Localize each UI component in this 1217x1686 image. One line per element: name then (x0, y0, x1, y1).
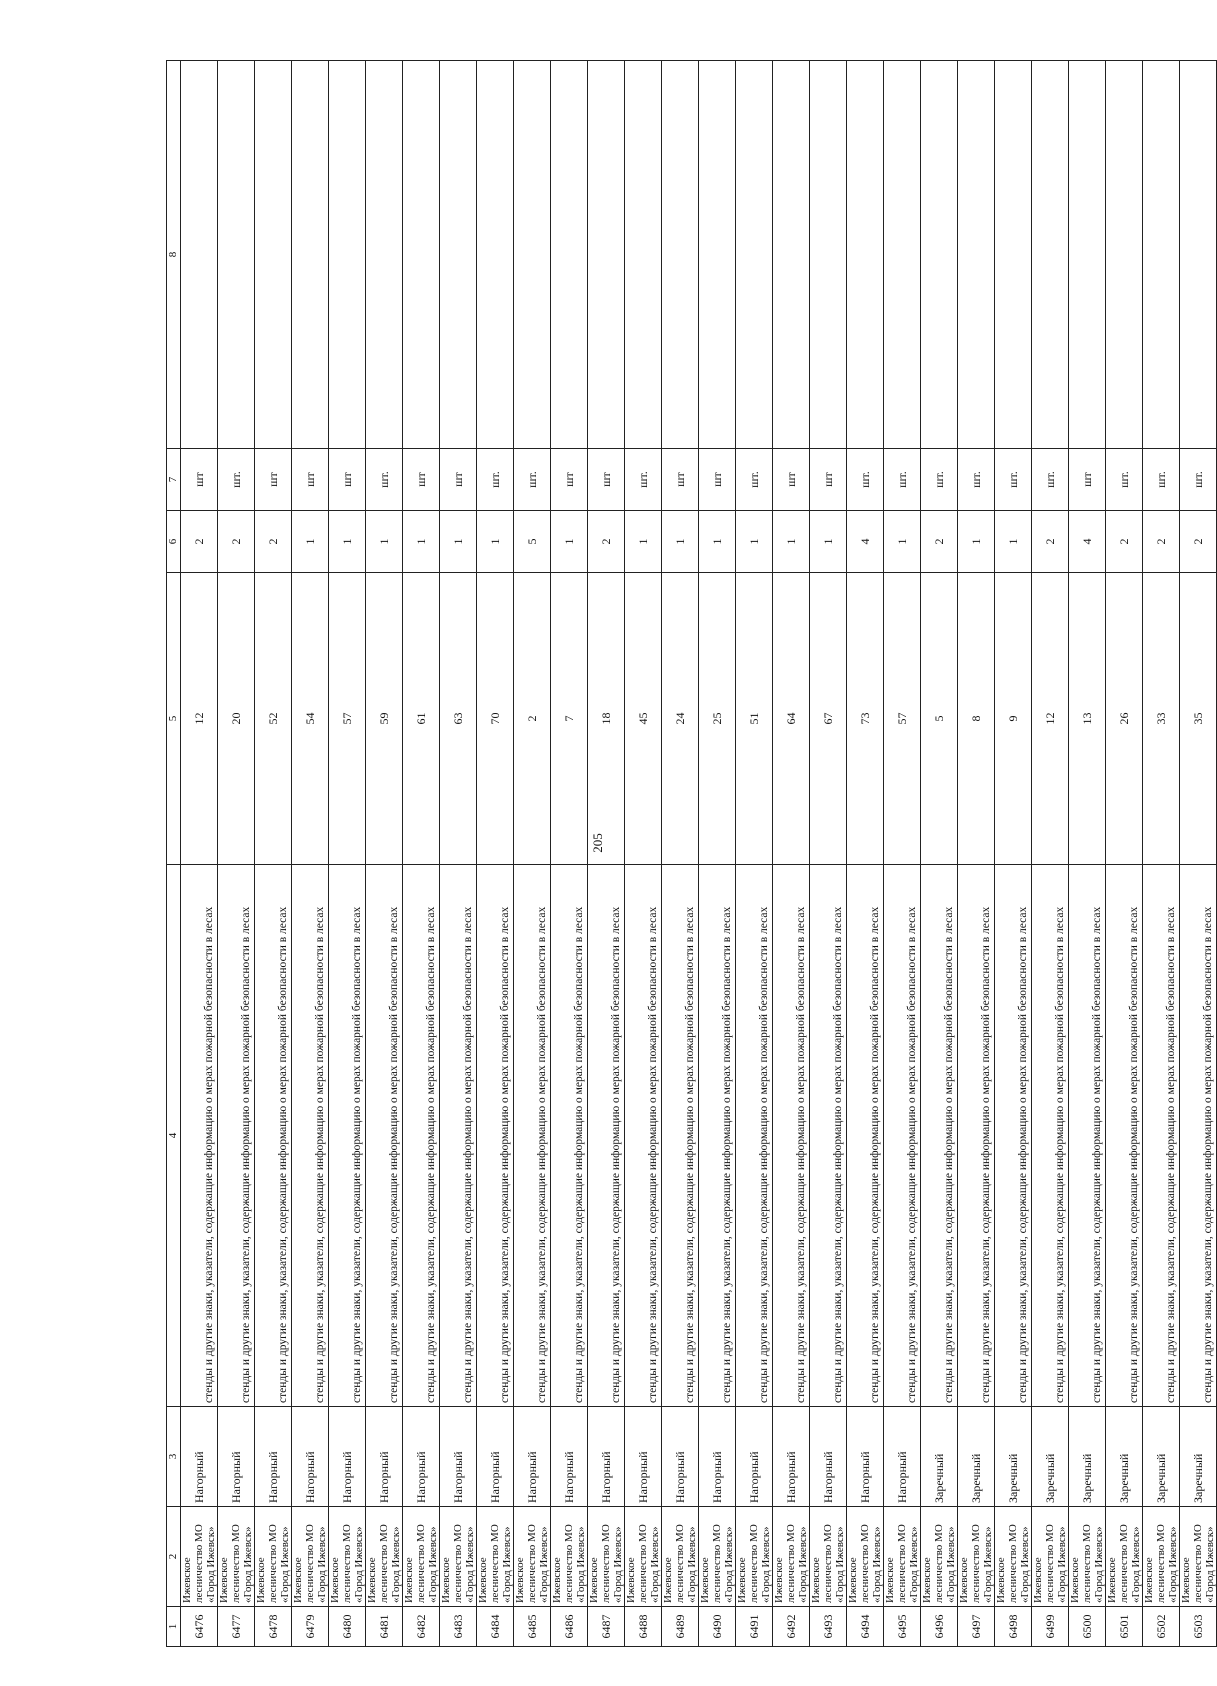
description-cell: стенды и другие знаки, указатели, содержащие информацию о мерах пожарной безопасности в лесах (625, 865, 662, 1407)
description-cell: стенды и другие знаки, указатели, содержащие информацию о мерах пожарной безопасности в лесах (551, 865, 588, 1407)
row-number: 6503 (1180, 1607, 1217, 1647)
row-number: 6489 (662, 1607, 699, 1647)
quantity-cell: 1 (773, 511, 810, 573)
quarter-cell: 18 (588, 573, 625, 865)
note-cell (551, 61, 588, 449)
unit-cell: шт (403, 449, 440, 511)
table-row (1032, 61, 1069, 1647)
description-cell: стенды и другие знаки, указатели, содержащие информацию о мерах пожарной безопасности в лесах (1106, 865, 1143, 1407)
quantity-cell: 2 (1143, 511, 1180, 573)
forestry-cell: Ижевское лесничество МО «Город Ижевск» (625, 1507, 662, 1607)
table-row (403, 61, 440, 1647)
description-cell: стенды и другие знаки, указатели, содержащие информацию о мерах пожарной безопасности в лесах (1032, 865, 1069, 1407)
row-number: 6500 (1069, 1607, 1106, 1647)
forestry-cell: Ижевское лесничество МО «Город Ижевск» (403, 1507, 440, 1607)
quarter-cell: 2 (514, 573, 551, 865)
description-cell: стенды и другие знаки, указатели, содержащие информацию о мерах пожарной безопасности в лесах (292, 865, 329, 1407)
row-number: 6493 (810, 1607, 847, 1647)
description-cell: стенды и другие знаки, указатели, содержащие информацию о мерах пожарной безопасности в лесах (921, 865, 958, 1407)
district-cell: Нагорный (514, 1407, 551, 1507)
forestry-cell: Ижевское лесничество МО «Город Ижевск» (181, 1507, 218, 1607)
unit-cell: шт. (366, 449, 403, 511)
note-cell (514, 61, 551, 449)
quarter-cell: 9 (995, 573, 1032, 865)
unit-cell: шт. (847, 449, 884, 511)
district-cell: Нагорный (366, 1407, 403, 1507)
district-cell: Нагорный (736, 1407, 773, 1507)
note-cell (440, 61, 477, 449)
column-number-row (167, 61, 181, 1647)
forestry-cell: Ижевское лесничество МО «Город Ижевск» (255, 1507, 292, 1607)
quarter-cell: 61 (403, 573, 440, 865)
forestry-cell: Ижевское лесничество МО «Город Ижевск» (921, 1507, 958, 1607)
table-body (167, 61, 1217, 1647)
quarter-cell: 35 (1180, 573, 1217, 865)
note-cell (292, 61, 329, 449)
quantity-cell: 1 (995, 511, 1032, 573)
quantity-cell: 2 (588, 511, 625, 573)
district-cell: Нагорный (477, 1407, 514, 1507)
table-row (699, 61, 736, 1647)
quarter-cell: 8 (958, 573, 995, 865)
description-cell: стенды и другие знаки, указатели, содержащие информацию о мерах пожарной безопасности в лесах (810, 865, 847, 1407)
quantity-cell: 1 (329, 511, 366, 573)
unit-cell: шт. (1143, 449, 1180, 511)
row-number: 6481 (366, 1607, 403, 1647)
note-cell (773, 61, 810, 449)
note-cell (1106, 61, 1143, 449)
unit-cell: шт. (218, 449, 255, 511)
row-number: 6484 (477, 1607, 514, 1647)
table-row (477, 61, 514, 1647)
page-number: 205 (590, 833, 605, 853)
quarter-cell: 5 (921, 573, 958, 865)
district-cell: Заречный (1106, 1407, 1143, 1507)
row-number: 6497 (958, 1607, 995, 1647)
quantity-cell: 1 (625, 511, 662, 573)
description-cell: стенды и другие знаки, указатели, содержащие информацию о мерах пожарной безопасности в лесах (181, 865, 218, 1407)
quarter-cell: 73 (847, 573, 884, 865)
note-cell (1143, 61, 1180, 449)
table-row (995, 61, 1032, 1647)
district-cell: Нагорный (588, 1407, 625, 1507)
note-cell (884, 61, 921, 449)
note-cell (736, 61, 773, 449)
row-number: 6479 (292, 1607, 329, 1647)
forestry-cell: Ижевское лесничество МО «Город Ижевск» (440, 1507, 477, 1607)
quantity-cell: 2 (921, 511, 958, 573)
unit-cell: шт (329, 449, 366, 511)
quarter-cell: 13 (1069, 573, 1106, 865)
header-col-6: 6 (167, 511, 181, 573)
note-cell (1180, 61, 1217, 449)
table-row (181, 61, 218, 1647)
unit-cell: шт. (921, 449, 958, 511)
table-row (514, 61, 551, 1647)
table-row (218, 61, 255, 1647)
forestry-cell: Ижевское лесничество МО «Город Ижевск» (366, 1507, 403, 1607)
quarter-cell: 67 (810, 573, 847, 865)
description-cell: стенды и другие знаки, указатели, содержащие информацию о мерах пожарной безопасности в лесах (773, 865, 810, 1407)
quantity-cell: 5 (514, 511, 551, 573)
quantity-cell: 1 (292, 511, 329, 573)
unit-cell: шт. (995, 449, 1032, 511)
description-cell: стенды и другие знаки, указатели, содержащие информацию о мерах пожарной безопасности в лесах (588, 865, 625, 1407)
table-row (329, 61, 366, 1647)
quarter-cell: 45 (625, 573, 662, 865)
row-number: 6501 (1106, 1607, 1143, 1647)
quantity-cell: 1 (366, 511, 403, 573)
note-cell (847, 61, 884, 449)
note-cell (477, 61, 514, 449)
unit-cell: шт. (477, 449, 514, 511)
forestry-cell: Ижевское лесничество МО «Город Ижевск» (736, 1507, 773, 1607)
row-number: 6494 (847, 1607, 884, 1647)
description-cell: стенды и другие знаки, указатели, содержащие информацию о мерах пожарной безопасности в лесах (847, 865, 884, 1407)
district-cell: Нагорный (403, 1407, 440, 1507)
forestry-cell: Ижевское лесничество МО «Город Ижевск» (329, 1507, 366, 1607)
unit-cell: шт. (514, 449, 551, 511)
description-cell: стенды и другие знаки, указатели, содержащие информацию о мерах пожарной безопасности в лесах (255, 865, 292, 1407)
quarter-cell: 26 (1106, 573, 1143, 865)
description-cell: стенды и другие знаки, указатели, содержащие информацию о мерах пожарной безопасности в лесах (477, 865, 514, 1407)
district-cell: Нагорный (218, 1407, 255, 1507)
note-cell (810, 61, 847, 449)
quantity-cell: 2 (1106, 511, 1143, 573)
unit-cell: шт (1069, 449, 1106, 511)
quarter-cell: 51 (736, 573, 773, 865)
header-col-1: 1 (167, 1607, 181, 1647)
quarter-cell: 20 (218, 573, 255, 865)
header-col-4: 4 (167, 865, 181, 1407)
quantity-cell: 2 (181, 511, 218, 573)
forestry-cell: Ижевское лесничество МО «Город Ижевск» (847, 1507, 884, 1607)
table-row (625, 61, 662, 1647)
note-cell (995, 61, 1032, 449)
row-number: 6482 (403, 1607, 440, 1647)
note-cell (366, 61, 403, 449)
forestry-cell: Ижевское лесничество МО «Город Ижевск» (292, 1507, 329, 1607)
district-cell: Заречный (921, 1407, 958, 1507)
unit-cell: шт (292, 449, 329, 511)
unit-cell: шт. (1106, 449, 1143, 511)
table-row (921, 61, 958, 1647)
table-row (1143, 61, 1180, 1647)
row-number: 6491 (736, 1607, 773, 1647)
row-number: 6496 (921, 1607, 958, 1647)
unit-cell: шт (773, 449, 810, 511)
unit-cell: шт. (884, 449, 921, 511)
table-row (847, 61, 884, 1647)
note-cell (403, 61, 440, 449)
note-cell (255, 61, 292, 449)
description-cell: стенды и другие знаки, указатели, содержащие информацию о мерах пожарной безопасности в лесах (514, 865, 551, 1407)
forestry-cell: Ижевское лесничество МО «Город Ижевск» (699, 1507, 736, 1607)
table-row (1069, 61, 1106, 1647)
description-cell: стенды и другие знаки, указатели, содержащие информацию о мерах пожарной безопасности в лесах (366, 865, 403, 1407)
table-row (958, 61, 995, 1647)
district-cell: Нагорный (810, 1407, 847, 1507)
table-row (662, 61, 699, 1647)
table-row (588, 61, 625, 1647)
table-row (440, 61, 477, 1647)
district-cell: Заречный (1032, 1407, 1069, 1507)
description-cell: стенды и другие знаки, указатели, содержащие информацию о мерах пожарной безопасности в лесах (1180, 865, 1217, 1407)
unit-cell: шт (588, 449, 625, 511)
quantity-cell: 1 (884, 511, 921, 573)
unit-cell: шт (181, 449, 218, 511)
description-cell: стенды и другие знаки, указатели, содержащие информацию о мерах пожарной безопасности в лесах (662, 865, 699, 1407)
row-number: 6480 (329, 1607, 366, 1647)
quantity-cell: 1 (662, 511, 699, 573)
quantity-cell: 4 (1069, 511, 1106, 573)
quantity-cell: 2 (255, 511, 292, 573)
row-number: 6499 (1032, 1607, 1069, 1647)
forestry-cell: Ижевское лесничество МО «Город Ижевск» (662, 1507, 699, 1607)
row-number: 6495 (884, 1607, 921, 1647)
district-cell: Нагорный (329, 1407, 366, 1507)
unit-cell: шт (699, 449, 736, 511)
unit-cell: шт (810, 449, 847, 511)
forestry-cell: Ижевское лесничество МО «Город Ижевск» (1069, 1507, 1106, 1607)
unit-cell: шт (255, 449, 292, 511)
district-cell: Заречный (1180, 1407, 1217, 1507)
row-number: 6485 (514, 1607, 551, 1647)
district-cell: Нагорный (181, 1407, 218, 1507)
forestry-cell: Ижевское лесничество МО «Город Ижевск» (1032, 1507, 1069, 1607)
description-cell: стенды и другие знаки, указатели, содержащие информацию о мерах пожарной безопасности в лесах (1143, 865, 1180, 1407)
district-cell: Заречный (1069, 1407, 1106, 1507)
row-number: 6490 (699, 1607, 736, 1647)
quarter-cell: 12 (181, 573, 218, 865)
quantity-cell: 2 (1032, 511, 1069, 573)
description-cell: стенды и другие знаки, указатели, содержащие информацию о мерах пожарной безопасности в лесах (995, 865, 1032, 1407)
quarter-cell: 12 (1032, 573, 1069, 865)
table-row (551, 61, 588, 1647)
description-cell: стенды и другие знаки, указатели, содержащие информацию о мерах пожарной безопасности в лесах (403, 865, 440, 1407)
description-cell: стенды и другие знаки, указатели, содержащие информацию о мерах пожарной безопасности в лесах (440, 865, 477, 1407)
quantity-cell: 1 (736, 511, 773, 573)
quarter-cell: 52 (255, 573, 292, 865)
table-row (773, 61, 810, 1647)
description-cell: стенды и другие знаки, указатели, содержащие информацию о мерах пожарной безопасности в лесах (958, 865, 995, 1407)
forestry-cell: Ижевское лесничество МО «Город Ижевск» (810, 1507, 847, 1607)
table-row (884, 61, 921, 1647)
forestry-cell: Ижевское лесничество МО «Город Ижевск» (218, 1507, 255, 1607)
forestry-cell: Ижевское лесничество МО «Город Ижевск» (514, 1507, 551, 1607)
district-cell: Нагорный (255, 1407, 292, 1507)
district-cell: Заречный (958, 1407, 995, 1507)
forestry-cell: Ижевское лесничество МО «Город Ижевск» (995, 1507, 1032, 1607)
header-col-2: 2 (167, 1507, 181, 1607)
quarter-cell: 54 (292, 573, 329, 865)
quarter-cell: 63 (440, 573, 477, 865)
table-row (1106, 61, 1143, 1647)
header-col-5: 5 (167, 573, 181, 865)
note-cell (625, 61, 662, 449)
description-cell: стенды и другие знаки, указатели, содержащие информацию о мерах пожарной безопасности в лесах (699, 865, 736, 1407)
unit-cell: шт. (736, 449, 773, 511)
table-row (736, 61, 773, 1647)
district-cell: Нагорный (773, 1407, 810, 1507)
unit-cell: шт. (1180, 449, 1217, 511)
district-cell: Нагорный (662, 1407, 699, 1507)
district-cell: Нагорный (884, 1407, 921, 1507)
district-cell: Нагорный (625, 1407, 662, 1507)
description-cell: стенды и другие знаки, указатели, содержащие информацию о мерах пожарной безопасности в лесах (884, 865, 921, 1407)
quarter-cell: 57 (884, 573, 921, 865)
description-cell: стенды и другие знаки, указатели, содержащие информацию о мерах пожарной безопасности в лесах (218, 865, 255, 1407)
note-cell (662, 61, 699, 449)
unit-cell: шт. (958, 449, 995, 511)
district-cell: Заречный (995, 1407, 1032, 1507)
quantity-cell: 1 (440, 511, 477, 573)
quantity-cell: 2 (218, 511, 255, 573)
table-row (810, 61, 847, 1647)
quantity-cell: 1 (403, 511, 440, 573)
table-row (255, 61, 292, 1647)
quarter-cell: 7 (551, 573, 588, 865)
note-cell (921, 61, 958, 449)
district-cell: Нагорный (440, 1407, 477, 1507)
row-number: 6502 (1143, 1607, 1180, 1647)
quantity-cell: 2 (1180, 511, 1217, 573)
row-number: 6478 (255, 1607, 292, 1647)
note-cell (329, 61, 366, 449)
quantity-cell: 1 (958, 511, 995, 573)
forestry-cell: Ижевское лесничество МО «Город Ижевск» (884, 1507, 921, 1607)
row-number: 6483 (440, 1607, 477, 1647)
unit-cell: шт (551, 449, 588, 511)
row-number: 6476 (181, 1607, 218, 1647)
table-row (1180, 61, 1217, 1647)
description-cell: стенды и другие знаки, указатели, содержащие информацию о мерах пожарной безопасности в лесах (736, 865, 773, 1407)
forestry-cell: Ижевское лесничество МО «Город Ижевск» (1143, 1507, 1180, 1607)
description-cell: стенды и другие знаки, указатели, содержащие информацию о мерах пожарной безопасности в лесах (1069, 865, 1106, 1407)
row-number: 6492 (773, 1607, 810, 1647)
quarter-cell: 25 (699, 573, 736, 865)
quantity-cell: 1 (699, 511, 736, 573)
header-col-7: 7 (167, 449, 181, 511)
quarter-cell: 33 (1143, 573, 1180, 865)
forestry-cell: Ижевское лесничество МО «Город Ижевск» (773, 1507, 810, 1607)
district-cell: Нагорный (551, 1407, 588, 1507)
forestry-cell: Ижевское лесничество МО «Город Ижевск» (551, 1507, 588, 1607)
forestry-cell: Ижевское лесничество МО «Город Ижевск» (588, 1507, 625, 1607)
forestry-cell: Ижевское лесничество МО «Город Ижевск» (958, 1507, 995, 1607)
quantity-cell: 4 (847, 511, 884, 573)
quarter-cell: 24 (662, 573, 699, 865)
unit-cell: шт. (1032, 449, 1069, 511)
quarter-cell: 70 (477, 573, 514, 865)
forestry-cell: Ижевское лесничество МО «Город Ижевск» (1180, 1507, 1217, 1607)
district-cell: Нагорный (699, 1407, 736, 1507)
note-cell (1069, 61, 1106, 449)
district-cell: Нагорный (847, 1407, 884, 1507)
district-cell: Заречный (1143, 1407, 1180, 1507)
header-col-8: 8 (167, 61, 181, 449)
rotated-table-wrapper (166, 60, 1216, 1647)
note-cell (588, 61, 625, 449)
row-number: 6488 (625, 1607, 662, 1647)
forest-signs-table (166, 60, 1217, 1647)
note-cell (181, 61, 218, 449)
row-number: 6487 (588, 1607, 625, 1647)
unit-cell: шт (662, 449, 699, 511)
quantity-cell: 1 (551, 511, 588, 573)
unit-cell: шт (440, 449, 477, 511)
table-row (366, 61, 403, 1647)
district-cell: Нагорный (292, 1407, 329, 1507)
header-col-3: 3 (167, 1407, 181, 1507)
unit-cell: шт. (625, 449, 662, 511)
row-number: 6498 (995, 1607, 1032, 1647)
forestry-cell: Ижевское лесничество МО «Город Ижевск» (1106, 1507, 1143, 1607)
forestry-cell: Ижевское лесничество МО «Город Ижевск» (477, 1507, 514, 1607)
note-cell (958, 61, 995, 449)
quarter-cell: 57 (329, 573, 366, 865)
quarter-cell: 64 (773, 573, 810, 865)
note-cell (218, 61, 255, 449)
quarter-cell: 59 (366, 573, 403, 865)
note-cell (699, 61, 736, 449)
quantity-cell: 1 (477, 511, 514, 573)
table-row (292, 61, 329, 1647)
note-cell (1032, 61, 1069, 449)
quantity-cell: 1 (810, 511, 847, 573)
description-cell: стенды и другие знаки, указатели, содержащие информацию о мерах пожарной безопасности в лесах (329, 865, 366, 1407)
row-number: 6486 (551, 1607, 588, 1647)
row-number: 6477 (218, 1607, 255, 1647)
